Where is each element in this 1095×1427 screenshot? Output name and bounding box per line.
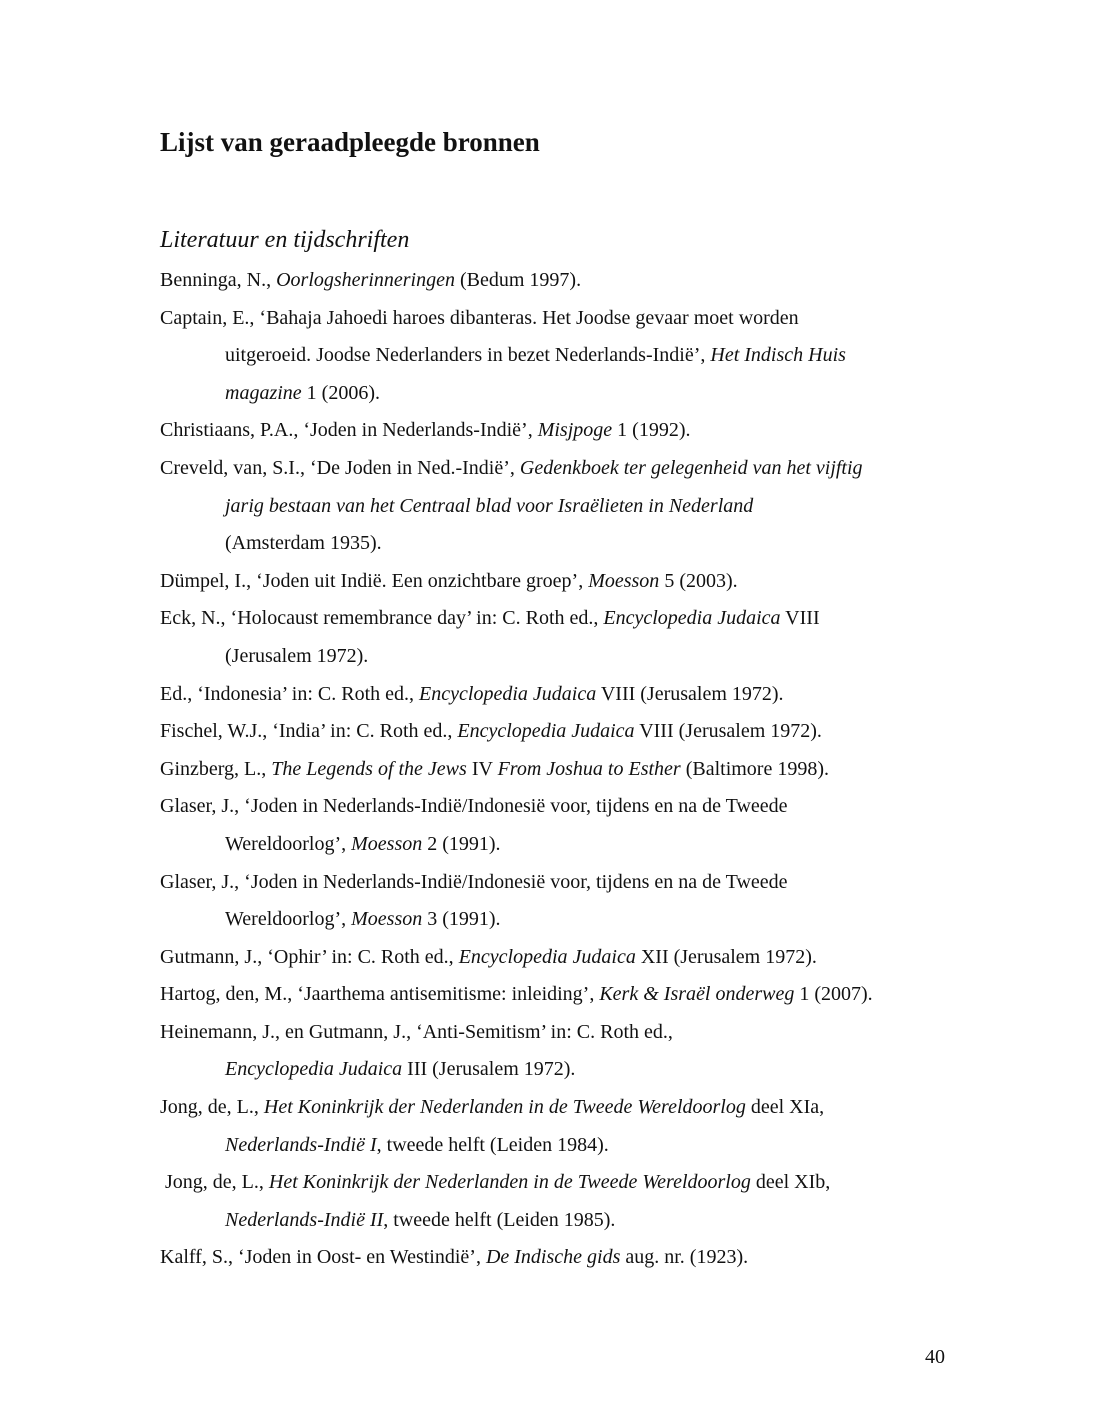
reference-text: 3 (1991). xyxy=(422,908,501,931)
reference-title-text: magazine xyxy=(225,381,302,404)
reference-title-text: Encyclopedia Judaica xyxy=(458,945,636,968)
reference-title-text: Oorlogsherinneringen xyxy=(276,269,455,291)
reference-line xyxy=(160,638,960,676)
reference-text: Dümpel, I., ‘Joden uit Indië. Een onzichtbare groep’, xyxy=(160,569,589,592)
reference-line xyxy=(160,1164,960,1202)
reference-title-text: Encyclopedia Judaica xyxy=(419,682,597,705)
page-title: Lijst van geraadpleegde bronnen xyxy=(160,127,540,157)
reference-entry xyxy=(160,412,960,450)
reference-line xyxy=(160,864,960,902)
reference-entry xyxy=(160,939,960,977)
reference-text: VIII (Jerusalem 1972). xyxy=(596,682,784,705)
reference-title-text: Encyclopedia Judaica xyxy=(603,607,781,630)
reference-line xyxy=(160,976,960,1014)
reference-title-text: Nederlands-Indië I xyxy=(225,1133,377,1156)
reference-line xyxy=(160,1202,960,1240)
reference-text: Kalff, S., ‘Joden in Oost- en Westindië’, xyxy=(160,1246,486,1269)
reference-line xyxy=(160,337,960,375)
reference-text: 1 (1992). xyxy=(612,419,691,442)
reference-line xyxy=(160,1089,960,1127)
reference-text: XII (Jerusalem 1972). xyxy=(635,945,817,968)
reference-entry xyxy=(160,450,960,563)
reference-text: 1 (2007). xyxy=(794,983,873,1006)
reference-title-text: Misjpoge xyxy=(537,419,613,442)
reference-text: Glaser, J., ‘Joden in Nederlands-Indië/Indonesië voor, tijdens en na de Tweede xyxy=(160,870,788,893)
reference-text: Eck, N., ‘Holocaust remembrance day’ in: C. Roth ed., xyxy=(160,607,604,630)
reference-text: VIII (Jerusalem 1972). xyxy=(634,720,822,743)
reference-title-text: Kerk & Israël onderweg xyxy=(599,983,795,1006)
reference-text: , tweede helft (Leiden 1985). xyxy=(383,1208,616,1231)
reference-entry xyxy=(160,976,960,1014)
reference-text: Christiaans, P.A., ‘Joden in Nederlands-Indië’, xyxy=(160,419,538,442)
reference-line xyxy=(160,412,960,450)
reference-text: Jong, de, L., xyxy=(165,1171,269,1194)
reference-title-text: Gedenkboek ter gelegenheid van het vijftig xyxy=(519,456,863,479)
reference-title-text: Het Indisch Huis xyxy=(710,344,846,367)
reference-text: Wereldoorlog’, xyxy=(225,908,352,931)
reference-text: aug. nr. (1923). xyxy=(620,1246,749,1269)
reference-text: (Bedum 1997). xyxy=(454,269,582,291)
reference-line xyxy=(160,262,960,300)
reference-title-text: De Indische gids xyxy=(485,1246,621,1269)
reference-text: Jong, de, L., xyxy=(160,1096,264,1119)
reference-title-text: Moesson xyxy=(588,569,660,592)
reference-title-text: Encyclopedia Judaica xyxy=(225,1058,403,1081)
reference-entry xyxy=(160,864,960,939)
reference-entry xyxy=(160,300,960,413)
reference-title-text: The Legends of the Jews xyxy=(271,757,467,780)
reference-line xyxy=(160,300,960,338)
reference-text: III (Jerusalem 1972). xyxy=(402,1058,576,1081)
reference-text: Benninga, N., xyxy=(160,269,277,291)
reference-line xyxy=(160,713,960,751)
reference-entry xyxy=(160,1239,960,1277)
reference-text: Captain, E., ‘Bahaja Jahoedi haroes dibanteras. Het Joodse gevaar moet worden xyxy=(160,306,799,329)
reference-line xyxy=(160,488,960,526)
reference-entry xyxy=(160,1164,960,1239)
reference-line xyxy=(160,600,960,638)
reference-line xyxy=(160,1051,960,1089)
reference-text: , tweede helft (Leiden 1984). xyxy=(376,1133,609,1156)
reference-line xyxy=(160,826,960,864)
reference-line xyxy=(160,676,960,714)
reference-entry xyxy=(160,788,960,863)
reference-text: Gutmann, J., ‘Ophir’ in: C. Roth ed., xyxy=(160,945,459,968)
reference-line xyxy=(160,375,960,413)
reference-entry xyxy=(160,563,960,601)
reference-text: 1 (2006). xyxy=(301,381,380,404)
reference-text: Fischel, W.J., ‘India’ in: C. Roth ed., xyxy=(160,720,458,743)
reference-text: VIII xyxy=(780,607,820,630)
reference-title-text: jarig bestaan van het Centraal blad voor Israëlieten in Nederland xyxy=(225,494,754,517)
reference-text: 2 (1991). xyxy=(422,832,501,855)
reference-line xyxy=(160,751,960,789)
reference-text: deel XIa, xyxy=(745,1096,825,1119)
reference-entry xyxy=(160,600,960,675)
reference-list xyxy=(160,262,960,1277)
reference-title-text: Moesson xyxy=(351,908,423,931)
reference-text: uitgeroeid. Joodse Nederlanders in bezet Nederlands-Indië’, xyxy=(225,344,711,367)
reference-title-text: Nederlands-Indië II xyxy=(225,1208,384,1231)
reference-text: Creveld, van, S.I., ‘De Joden in Ned.-Indië’, xyxy=(160,456,520,479)
reference-text: (Baltimore 1998). xyxy=(680,757,830,780)
reference-line xyxy=(160,1239,960,1277)
reference-text: Heinemann, J., en Gutmann, J., ‘Anti-Semitism’ in: C. Roth ed., xyxy=(160,1020,673,1043)
reference-text: Ginzberg, L., xyxy=(160,757,272,780)
reference-title-text: Encyclopedia Judaica xyxy=(457,720,635,743)
reference-text: Ed., ‘Indonesia’ in: C. Roth ed., xyxy=(160,682,420,705)
section-heading: Literatuur en tijdschriften xyxy=(160,227,410,253)
reference-line xyxy=(160,788,960,826)
reference-line xyxy=(160,1014,960,1052)
reference-text: Hartog, den, M., ‘Jaarthema antisemitisme: inleiding’, xyxy=(160,983,600,1006)
reference-entry xyxy=(160,1089,960,1164)
reference-text: Glaser, J., ‘Joden in Nederlands-Indië/Indonesië voor, tijdens en na de Tweede xyxy=(160,795,788,818)
reference-entry xyxy=(160,713,960,751)
reference-line xyxy=(160,563,960,601)
reference-entry xyxy=(160,262,960,300)
reference-text: Wereldoorlog’, xyxy=(225,832,352,855)
reference-line xyxy=(160,901,960,939)
reference-line xyxy=(160,1127,960,1165)
reference-text: deel XIb, xyxy=(750,1171,831,1194)
reference-line xyxy=(160,450,960,488)
reference-text: 5 (2003). xyxy=(659,569,738,592)
reference-line xyxy=(160,525,960,563)
reference-line xyxy=(160,939,960,977)
reference-entry xyxy=(160,751,960,789)
reference-text: (Jerusalem 1972). xyxy=(225,644,369,667)
reference-title-text: Het Koninkrijk der Nederlanden in de Tweede Wereldoorlog xyxy=(268,1171,751,1194)
reference-text: IV xyxy=(466,757,498,780)
reference-entry xyxy=(160,676,960,714)
reference-title-text: Moesson xyxy=(351,832,423,855)
page-number: 40 xyxy=(925,1346,945,1368)
reference-title-text: From Joshua to Esther xyxy=(497,757,681,780)
reference-title-text: Het Koninkrijk der Nederlanden in de Tweede Wereldoorlog xyxy=(263,1096,746,1119)
reference-text: (Amsterdam 1935). xyxy=(225,532,382,555)
reference-entry xyxy=(160,1014,960,1089)
